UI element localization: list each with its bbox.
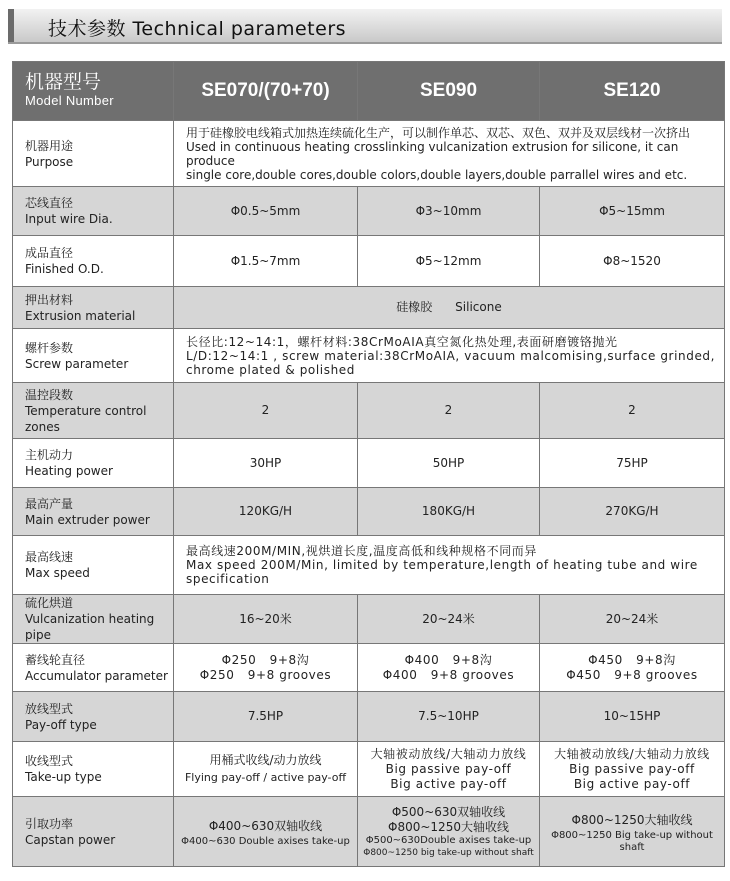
table-row (13, 797, 725, 867)
table-row (13, 644, 725, 692)
row-label (13, 121, 174, 187)
wide-line: Max speed 200M/Min, limited by temperature,length of heating tube and wire (186, 558, 698, 572)
row-label-en: Finished O.D. (25, 262, 104, 276)
row-label-zh: 押出材料 (25, 292, 74, 307)
title-accent-bar (8, 9, 14, 42)
value-cell (358, 797, 540, 867)
value-line: 用桶式收线/动力放线 (209, 753, 322, 767)
value-cell: Φ8~1520 (540, 236, 725, 287)
value-cell: Φ5~15mm (540, 187, 725, 236)
merged-value-cell: 硅橡胶 Silicone (174, 287, 725, 329)
technical-parameters-table (12, 61, 725, 867)
row-label (13, 187, 174, 236)
wide-line: single core,double cores,double colors,double layers,double parrallel wires and etc. (186, 167, 688, 182)
value-line: 大轴被动放线/大轴动力放线 (370, 746, 527, 761)
row-label (13, 287, 174, 329)
wide-line: 长径比:12~14:1，螺杆材料:38CrMoAIA真空氮化热处理,表面研磨镀铬抛光 (186, 334, 618, 349)
value-line: Big passive pay-off (569, 761, 695, 776)
value-cell: 2 (540, 383, 725, 439)
row-label-zh: 最高线速 (25, 550, 74, 564)
row-label-zh: 螺杆参数 (25, 340, 74, 355)
value-line: Φ250 9+8沟 (221, 652, 310, 667)
row-label (13, 439, 174, 488)
model-header: SE120 (540, 62, 725, 121)
table-row (13, 439, 725, 488)
row-label-zh: 放线型式 (25, 701, 74, 716)
row-label-zh: 最高产量 (25, 496, 74, 511)
value-line: Φ800~1250 big take-up without shaft (363, 847, 534, 858)
value-cell: Φ1.5~7mm (174, 236, 358, 287)
value-line: Φ400~630双轴收线 (208, 818, 323, 833)
table-row (13, 121, 725, 187)
wide-line: L/D:12~14:1 , screw material:38CrMoAIA, vacuum malcomising,surface grinded, (186, 348, 716, 363)
model-header: SE070/(70+70) (174, 62, 358, 121)
row-label (13, 488, 174, 536)
row-label (13, 595, 174, 644)
wide-cell (174, 329, 725, 383)
row-label-zh: 引取功率 (25, 816, 74, 831)
section-title: 技术参数 Technical parameters (48, 18, 347, 40)
wide-cell (174, 121, 725, 187)
wide-line: 用于硅橡胶电线箱式加热连续硫化生产，可以制作单芯、双芯、双色、双并及双层线材一次挤出 (186, 125, 691, 140)
row-label-en: Temperature control zones (25, 403, 147, 434)
value-cell: 270KG/H (540, 488, 725, 536)
value-cell: 7.5~10HP (358, 692, 540, 742)
row-label (13, 383, 174, 439)
row-label-en: Max speed (25, 566, 90, 580)
row-label-zh: 机器用途 (25, 138, 74, 153)
value-cell: Φ0.5~5mm (174, 187, 358, 236)
model-number-header-en: Model Number (25, 93, 114, 108)
row-label (13, 797, 174, 867)
value-cell (174, 742, 358, 797)
wide-line: Used in continuous heating crosslinking vulcanization extrusion for silicone, it can produce (186, 139, 679, 168)
value-cell: 20~24米 (540, 595, 725, 644)
row-label-en: Input wire Dia. (25, 212, 113, 226)
value-cell (540, 742, 725, 797)
value-cell: 16~20米 (174, 595, 358, 644)
table-row (13, 488, 725, 536)
model-number-header-zh: 机器型号 (25, 72, 102, 93)
row-label (13, 536, 174, 595)
table-row (13, 236, 725, 287)
model-number-header (13, 62, 174, 121)
value-line: Φ400~630 Double axises take-up (181, 835, 350, 847)
table-row (13, 329, 725, 383)
row-label-zh: 蓄线轮直径 (25, 652, 86, 667)
row-label-en: Screw parameter (25, 356, 129, 371)
value-line: Big passive pay-off (385, 761, 512, 776)
wide-line: chrome plated & polished (186, 362, 355, 377)
row-label-en: Heating power (25, 464, 113, 478)
row-label-zh: 硫化烘道 (25, 596, 74, 610)
table-row (13, 742, 725, 797)
table-row (13, 536, 725, 595)
value-line: Big active pay-off (573, 776, 691, 791)
value-cell: 30HP (174, 439, 358, 488)
table-row (13, 692, 725, 742)
row-label-en: Take-up type (25, 770, 102, 784)
table-row (13, 287, 725, 329)
row-label-en: Capstan power (25, 832, 116, 847)
value-cell (174, 797, 358, 867)
row-label-en: Accumulator parameter (25, 668, 168, 683)
value-cell: 2 (358, 383, 540, 439)
row-label (13, 329, 174, 383)
row-label (13, 644, 174, 692)
section-title-bar (8, 9, 722, 44)
table-row (13, 595, 725, 644)
table-header-row (13, 62, 725, 121)
row-label (13, 742, 174, 797)
value-line: Φ500~630双轴收线 (391, 804, 506, 819)
value-cell: 120KG/H (174, 488, 358, 536)
value-cell: 180KG/H (358, 488, 540, 536)
value-line: Big active pay-off (390, 776, 507, 791)
value-cell (358, 644, 540, 692)
value-cell: 50HP (358, 439, 540, 488)
value-line: Φ450 9+8 grooves (566, 667, 698, 682)
value-line: Φ400 9+8 grooves (382, 667, 515, 682)
value-line: Φ800~1250大轴收线 (571, 812, 693, 827)
row-label-en: Purpose (25, 154, 74, 169)
value-cell: 10~15HP (540, 692, 725, 742)
row-label-en: Vulcanization heating pipe (25, 612, 155, 642)
row-label-zh: 芯线直径 (25, 196, 74, 210)
value-cell: Φ5~12mm (358, 236, 540, 287)
table-row (13, 187, 725, 236)
row-label-zh: 温控段数 (25, 387, 74, 402)
wide-line: 最高线速200M/MIN,视烘道长度,温度高低和线种规格不同而异 (186, 544, 538, 558)
value-cell (358, 742, 540, 797)
value-line: 大轴被动放线/大轴动力放线 (554, 746, 710, 761)
value-cell: 2 (174, 383, 358, 439)
value-line: Φ500~630Double axises take-up (365, 834, 532, 846)
row-label-en: Extrusion material (25, 308, 136, 323)
row-label-zh: 成品直径 (25, 246, 74, 260)
value-line: Flying pay-off / active pay-off (184, 771, 347, 784)
value-cell: Φ3~10mm (358, 187, 540, 236)
value-cell: 20~24米 (358, 595, 540, 644)
row-label-en: Main extruder power (25, 512, 150, 527)
value-line: Φ450 9+8沟 (588, 652, 676, 667)
wide-cell (174, 536, 725, 595)
value-cell (540, 797, 725, 867)
row-label (13, 692, 174, 742)
row-label-zh: 收线型式 (25, 754, 74, 768)
row-label (13, 236, 174, 287)
row-label-zh: 主机动力 (25, 448, 74, 462)
value-line: Φ250 9+8 grooves (199, 667, 332, 682)
row-label-en: Pay-off type (25, 717, 97, 732)
value-cell (174, 644, 358, 692)
value-cell: 7.5HP (174, 692, 358, 742)
value-line: Φ800~1250 Big take-up without shaft (551, 829, 713, 853)
table-row (13, 383, 725, 439)
value-cell: 75HP (540, 439, 725, 488)
value-line: Φ800~1250大轴收线 (388, 819, 509, 834)
wide-line: specification (186, 572, 270, 586)
value-line: Φ400 9+8沟 (404, 652, 493, 667)
value-cell (540, 644, 725, 692)
model-header: SE090 (358, 62, 540, 121)
